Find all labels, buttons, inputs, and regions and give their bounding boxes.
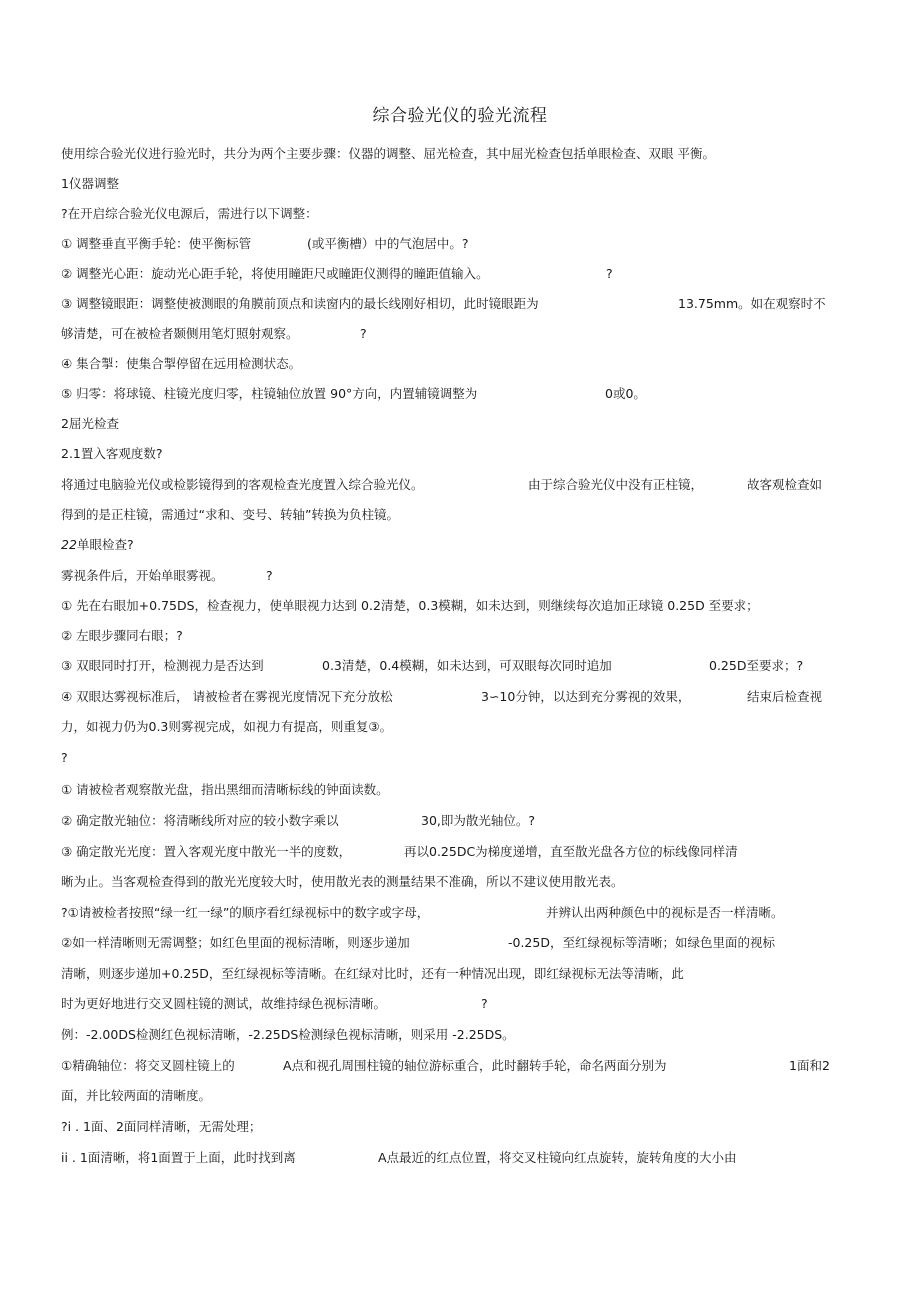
text-line <box>61 903 841 923</box>
text-segment: ① 请被检者观察散光盘，指出黑细而清晰标线的钟面读数。 <box>61 782 389 797</box>
text-segment: 0.3清楚，0.4模糊，如未达到，可双眼每次同时追加 <box>322 658 612 673</box>
text-segment: ② 左眼步骤同右眼；? <box>61 628 183 643</box>
text-segment: ① 调整垂直平衡手轮：使平衡标管 <box>61 236 252 251</box>
text-segment: 力，如视力仍为0.3则雾视完成，如视力有提高，则重复③。 <box>61 719 393 734</box>
list-item <box>61 354 841 374</box>
text-segment: A点和视孔周围柱镜的轴位游标重合，此时翻转手轮，命名两面分别为 <box>283 1058 667 1073</box>
text-segment: ③ 确定散光光度：置入客观光度中散光一半的度数， <box>61 844 352 859</box>
text-line <box>61 505 841 525</box>
list-item <box>61 1148 841 1168</box>
text-segment: ③ 调整镜眼距：调整使被测眼的角膜前顶点和读窗内的最长线刚好相切，此时镜眼距为 <box>61 296 539 311</box>
text-segment: ④ 集合掣：使集合掣停留在远用检测状态。 <box>61 356 302 371</box>
text-segment: 得到的是正柱镜，需通过“求和、变号、转轴”转换为负柱镜。 <box>61 507 399 522</box>
text-segment: A点最近的红点位置，将交叉柱镜向红点旋转，旋转角度的大小由 <box>378 1150 737 1165</box>
text-line <box>61 1086 841 1106</box>
section-heading <box>61 444 841 464</box>
list-item <box>61 780 841 800</box>
text-segment: ? <box>606 266 613 281</box>
text-segment: ④ 双眼达雾视标准后， 请被检者在雾视光度情况下充分放松 <box>61 689 393 704</box>
list-item <box>61 811 841 831</box>
text-segment: 由于综合验光仪中没有正柱镜， <box>528 477 704 492</box>
text-segment: 1面和2 <box>789 1058 830 1073</box>
text-line <box>61 872 841 892</box>
text-segment: 2.1置入客观度数? <box>61 446 163 461</box>
text-segment: ? <box>481 996 488 1011</box>
text-segment: 再以0.25DC为梯度递增，直至散光盘各方位的标线像同样清 <box>404 844 738 859</box>
text-line <box>61 1056 841 1076</box>
list-item <box>61 687 841 707</box>
text-segment: 使用综合验光仪进行验光时，共分为两个主要步骤：仪器的调整、屈光检查，其中屈光检查包括单眼检查、双眼 平衡。 <box>61 146 715 161</box>
text-segment: ① 先在右眼加+0.75DS，检查视力，使单眼视力达到 0.2清楚，0.3模糊，如未达到，则继续每次追加正球镜 0.25D 至要求； <box>61 598 759 613</box>
text-line <box>61 748 841 768</box>
text-segment: 0.25D至要求；? <box>709 658 804 673</box>
text-segment: 3∽10分钟，以达到充分雾视的效果， <box>481 689 691 704</box>
text-segment: 30,即为散光轴位。? <box>421 813 536 828</box>
text-line <box>61 1025 841 1045</box>
text-segment: ②如一样清晰则无需调整；如红色里面的视标清晰，则逐步递加 <box>61 935 410 950</box>
text-segment: ? <box>266 568 273 583</box>
text-segment: 2屈光检查 <box>61 416 119 431</box>
text-segment: 清晰，则逐步递加+0.25D，至红绿视标等清晰。在红绿对比时，还有一种情况出现，即红绿视标无法等清晰，此 <box>61 966 684 981</box>
text-segment: ② 确定散光轴位：将清晰线所对应的较小数字乘以 <box>61 813 339 828</box>
text-segment: 结束后检查视 <box>747 689 823 704</box>
text-line <box>61 566 841 586</box>
text-segment: ② 调整光心距：旋动光心距手轮，将使用瞳距尺或瞳距仪测得的瞳距值输入。 <box>61 266 489 281</box>
text-segment: ii . 1面清晰，将1面置于上面，此时找到离 <box>61 1150 296 1165</box>
text-line <box>61 144 841 164</box>
text-segment: 雾视条件后，开始单眼雾视。 <box>61 568 224 583</box>
list-item <box>61 1117 841 1137</box>
text-segment: ①精确轴位：将交叉圆柱镜上的 <box>61 1058 235 1073</box>
text-line <box>61 717 841 737</box>
list-item <box>61 656 841 676</box>
list-item <box>61 264 841 284</box>
text-segment: -0.25D，至红绿视标等清晰；如绿色里面的视标 <box>508 935 775 950</box>
text-segment: ⑤ 归零：将球镜、柱镜光度归零，柱镜轴位放置 90°方向，内置辅镜调整为 <box>61 386 478 401</box>
text-segment: 够清楚，可在被检者颞侧用笔灯照射观察。 <box>61 326 299 341</box>
text-segment: 单眼检查? <box>77 537 134 552</box>
section-heading <box>61 535 841 555</box>
list-item <box>61 384 841 404</box>
text-line <box>61 994 841 1014</box>
section-heading <box>61 414 841 434</box>
section-heading <box>61 174 841 194</box>
text-segment: 1仪器调整 <box>61 176 119 191</box>
text-segment: 例：-2.00DS检测红色视标清晰，-2.25DS检测绿色视标清晰，则采用 -2.25DS。 <box>61 1027 515 1042</box>
text-line <box>61 475 841 495</box>
text-segment: 13.75mm。如在观察时不 <box>678 296 826 311</box>
text-segment: ?①请被检者按照“绿一红一绿”的顺序看红绿视标中的数字或字母， <box>61 905 430 920</box>
text-segment: 时为更好地进行交叉圆柱镜的测试，故维持绿色视标清晰。 <box>61 996 387 1011</box>
text-segment: 将通过电脑验光仪或检影镜得到的客观检查光度置入综合验光仪。 <box>61 477 424 492</box>
list-item <box>61 596 841 616</box>
list-item <box>61 234 841 254</box>
page-title: 综合验光仪的验光流程 <box>372 106 548 126</box>
list-item <box>61 842 841 862</box>
text-segment: ? <box>360 326 367 341</box>
text-segment: 故客观检查如 <box>747 477 823 492</box>
list-item <box>61 626 841 646</box>
text-segment: 并辨认出两种颜色中的视标是否一样清晰。 <box>546 905 784 920</box>
text-line <box>61 324 841 344</box>
text-segment: ?在开启综合验光仪电源后，需进行以下调整： <box>61 206 318 221</box>
text-segment: ?i . 1面、2面同样清晰，无需处理； <box>61 1119 262 1134</box>
text-segment: 面，并比较两面的清晰度。 <box>61 1088 212 1103</box>
list-item <box>61 294 841 314</box>
text-segment: (或平衡槽）中的气泡居中。? <box>307 236 469 251</box>
text-segment: ③ 双眼同时打开，检测视力是否达到 <box>61 658 264 673</box>
text-segment: 晰为止。当客观检查得到的散光光度较大时，使用散光表的测量结果不准确，所以不建议使用散光表。 <box>61 874 624 889</box>
text-line <box>61 933 841 953</box>
text-segment: 0或0。 <box>605 386 646 401</box>
text-line <box>61 964 841 984</box>
text-segment: ? <box>61 750 68 765</box>
text-line <box>61 204 841 224</box>
text-segment: 22 <box>61 537 77 552</box>
